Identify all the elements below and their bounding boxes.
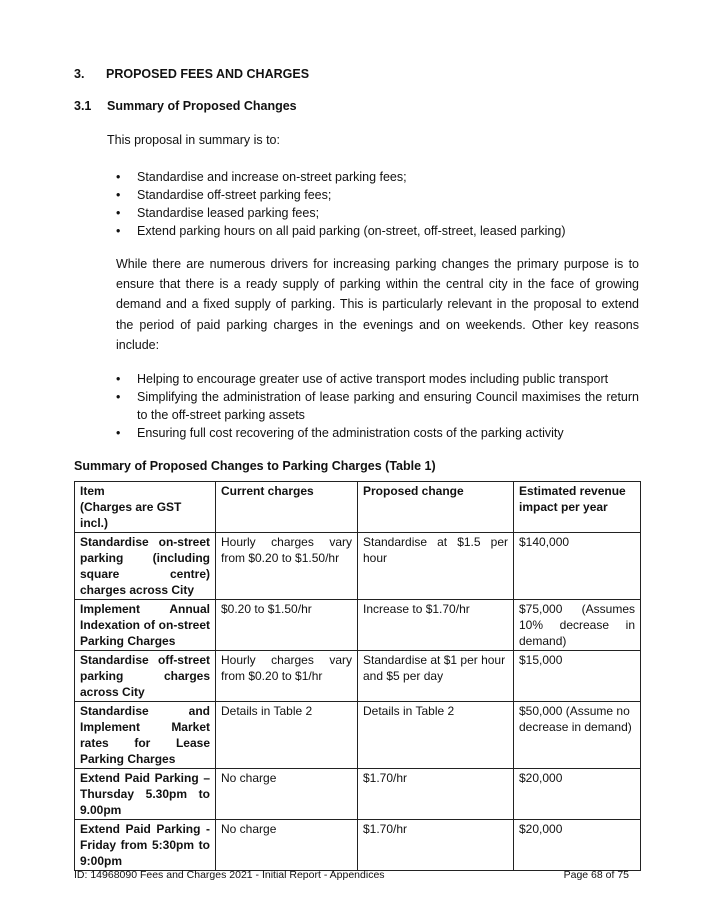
bullet-icon: • — [116, 426, 121, 440]
cell-revenue: $20,000 — [514, 820, 641, 871]
list-item-text: Standardise off-street parking fees; — [137, 188, 332, 202]
cell-proposed: Increase to $1.70/hr — [358, 600, 514, 651]
list-item — [107, 204, 639, 222]
list-item-text: Extend parking hours on all paid parking (on-street, off-street, leased parking) — [137, 224, 566, 238]
section-heading — [74, 67, 309, 81]
subsection-heading — [74, 99, 297, 113]
header-item: Item (Charges are GST incl.) — [75, 482, 216, 533]
bullet-icon: • — [116, 224, 121, 238]
cell-item: Extend Paid Parking – Thursday 5.30pm to 9.00pm — [75, 769, 216, 820]
cell-revenue: $50,000 (Assume no decrease in demand) — [514, 702, 641, 769]
section-title: PROPOSED FEES AND CHARGES — [106, 67, 310, 81]
footer-document-id: ID: 14968090 Fees and Charges 2021 - Initial Report - Appendices — [74, 869, 385, 881]
subsection-title: Summary of Proposed Changes — [107, 99, 297, 113]
table-row — [75, 651, 641, 702]
subsection-number: 3.1 — [74, 99, 92, 113]
footer-page-number: Page 68 of 75 — [563, 869, 629, 881]
parking-charges-table — [74, 481, 641, 871]
cell-revenue: $20,000 — [514, 769, 641, 820]
summary-bullet-list — [107, 168, 639, 240]
header-current-charges: Current charges — [216, 482, 358, 533]
cell-proposed: Standardise at $1 per hour and $5 per day — [358, 651, 514, 702]
list-item — [107, 222, 639, 240]
list-item-text: Ensuring full cost recovering of the administration costs of the parking activity — [137, 426, 564, 440]
bullet-icon: • — [116, 206, 121, 220]
cell-current: Hourly charges vary from $0.20 to $1/hr — [216, 651, 358, 702]
cell-proposed: $1.70/hr — [358, 820, 514, 871]
cell-item: Extend Paid Parking - Friday from 5:30pm to 9:00pm — [75, 820, 216, 871]
table-row — [75, 769, 641, 820]
list-item — [107, 370, 639, 388]
intro-text: This proposal in summary is to: — [107, 133, 280, 147]
table-row — [75, 702, 641, 769]
cell-current: Details in Table 2 — [216, 702, 358, 769]
bullet-icon: • — [116, 390, 121, 404]
section-number: 3. — [74, 67, 85, 81]
list-item-text: Simplifying the administration of lease parking and ensuring Council maximises the return to the off-street parking assets — [137, 390, 639, 422]
list-item-text: Standardise and increase on-street parking fees; — [137, 170, 407, 184]
list-item-text: Helping to encourage greater use of active transport modes including public transport — [137, 372, 609, 386]
list-item — [107, 424, 639, 442]
cell-current: $0.20 to $1.50/hr — [216, 600, 358, 651]
bullet-icon: • — [116, 170, 121, 184]
cell-revenue: $75,000 (Assumes 10% decrease in demand) — [514, 600, 641, 651]
header-estimated-revenue: Estimated revenue impact per year — [514, 482, 641, 533]
list-item-text: Standardise leased parking fees; — [137, 206, 320, 220]
table-row — [75, 820, 641, 871]
body-paragraph: While there are numerous drivers for increasing parking changes the primary purpose is to ensure that there is a ready supply of parking within the central city in the face of growing demand and a fixed supply of parking. This is particularly relevant in the proposal to extend the period of paid parking charges in the evenings and on weekends. Other key reasons include: — [116, 257, 639, 352]
bullet-icon: • — [116, 188, 121, 202]
table-header-row — [75, 482, 641, 533]
cell-revenue: $140,000 — [514, 533, 641, 600]
cell-current: Hourly charges vary from $0.20 to $1.50/hr — [216, 533, 358, 600]
cell-item: Standardise off-street parking charges across City — [75, 651, 216, 702]
cell-proposed: $1.70/hr — [358, 769, 514, 820]
cell-item: Standardise and Implement Market rates for Lease Parking Charges — [75, 702, 216, 769]
cell-item: Implement Annual Indexation of on-street Parking Charges — [75, 600, 216, 651]
list-item — [107, 168, 639, 186]
table-row — [75, 533, 641, 600]
cell-revenue: $15,000 — [514, 651, 641, 702]
cell-current: No charge — [216, 820, 358, 871]
bullet-icon: • — [116, 372, 121, 386]
cell-current: No charge — [216, 769, 358, 820]
list-item — [107, 388, 639, 424]
list-item — [107, 186, 639, 204]
header-proposed-change: Proposed change — [358, 482, 514, 533]
table-caption: Summary of Proposed Changes to Parking Charges (Table 1) — [74, 459, 436, 473]
table-row — [75, 600, 641, 651]
cell-proposed: Details in Table 2 — [358, 702, 514, 769]
cell-proposed: Standardise at $1.5 per hour — [358, 533, 514, 600]
reasons-bullet-list — [107, 370, 639, 442]
cell-item: Standardise on-street parking (including square centre) charges across City — [75, 533, 216, 600]
